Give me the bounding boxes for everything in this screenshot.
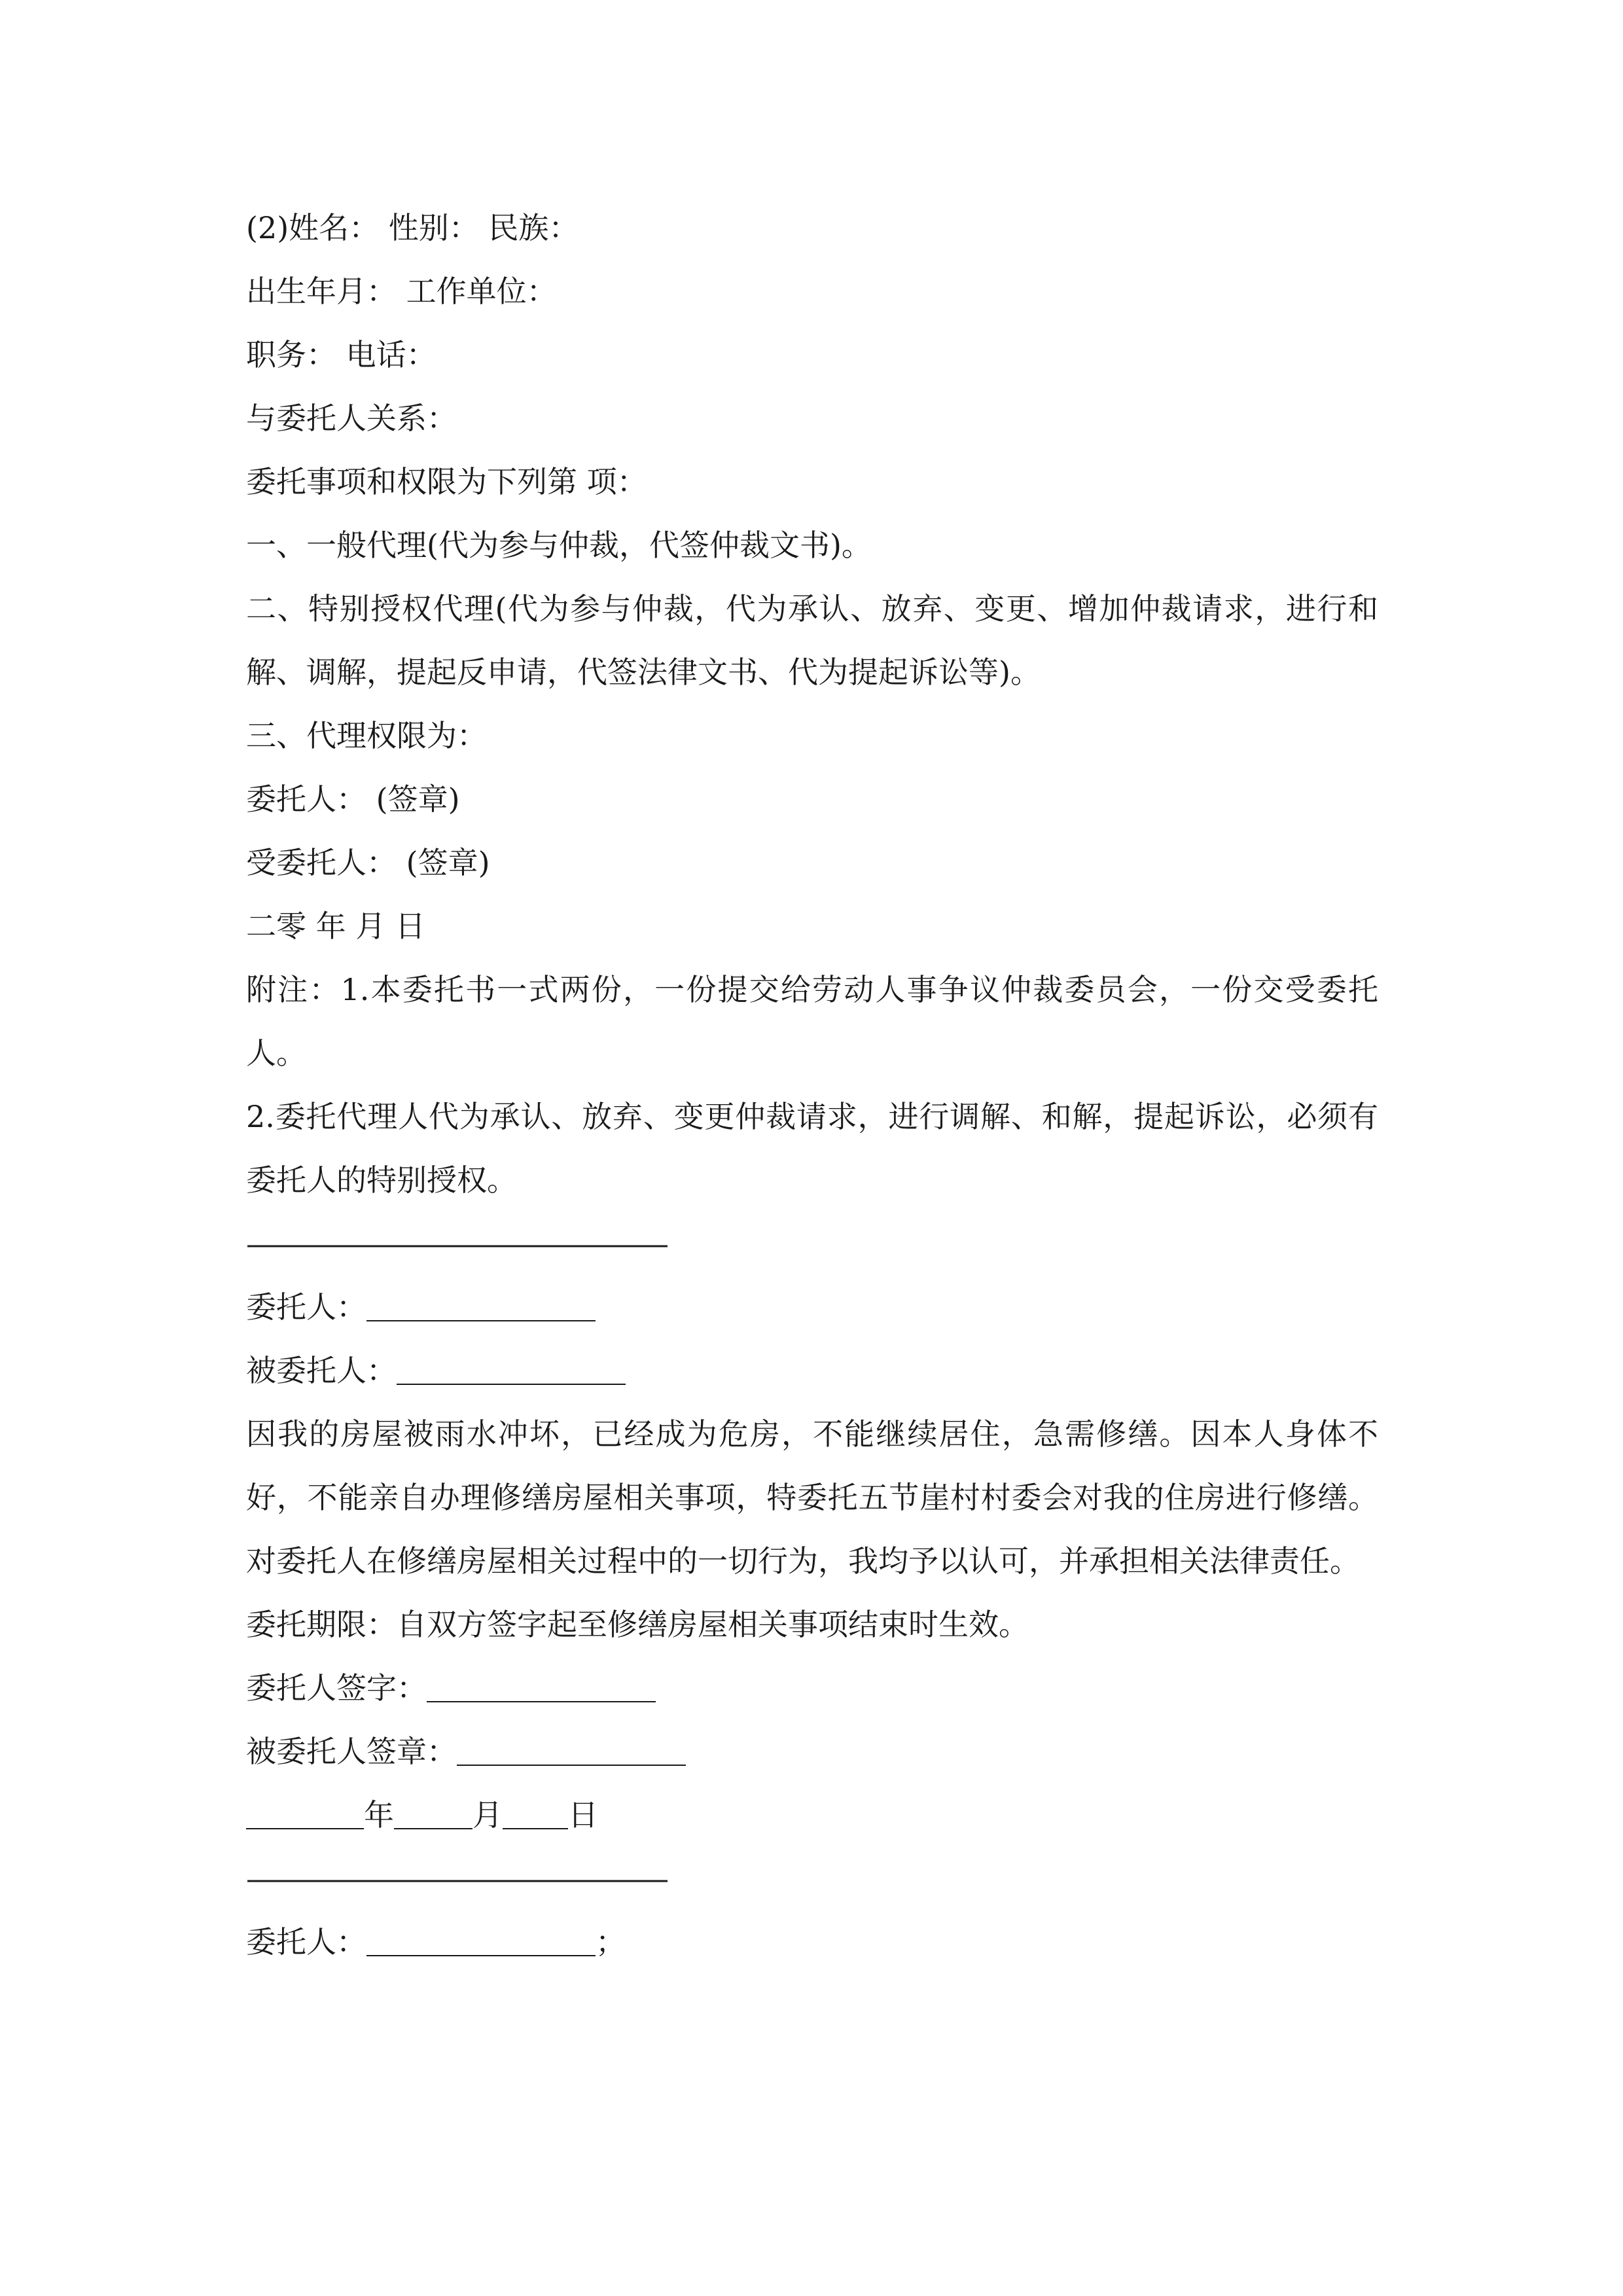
form2-principal-label: 委托人： bbox=[246, 1289, 366, 1325]
form2-agent-label: 被委托人： bbox=[246, 1353, 397, 1388]
form2-agent-blank[interactable] bbox=[397, 1357, 626, 1385]
form2-principal-row bbox=[246, 1276, 1378, 1339]
scope-item-general: 一、一般代理(代为参与仲裁，代签仲裁文书)。 bbox=[246, 528, 872, 563]
form2-day-blank[interactable] bbox=[503, 1802, 568, 1829]
note-1: 附注：1.本委托书一式两份，一份提交给劳动人事争议仲裁委员会，一份交受委托人。 bbox=[246, 972, 1378, 1071]
form2-principal-sign-row bbox=[246, 1657, 1378, 1720]
form2-agent-seal-blank[interactable] bbox=[457, 1738, 686, 1766]
form3-principal-blank[interactable] bbox=[366, 1929, 596, 1956]
form2-body: 因我的房屋被雨水冲坏，已经成为危房，不能继续居住，急需修缮。因本人身体不好，不能亲自办理修缮房屋相关事项，特委托五节崖村村委会对我的住房进行修缮。对委托人在修缮房屋相关过程中的一切行为，我均予以认可，并承担相关法律责任。 bbox=[246, 1416, 1378, 1579]
form2-agent-seal-row bbox=[246, 1720, 1378, 1784]
form2-month-label: 月 bbox=[473, 1797, 503, 1833]
scope-item-limits: 三、代理权限为： bbox=[246, 718, 487, 753]
form2-period: 委托期限：自双方签字起至修缮房屋相关事项结束时生效。 bbox=[246, 1607, 1029, 1642]
form2-day-label: 日 bbox=[568, 1797, 598, 1833]
form2-date-row bbox=[246, 1784, 1378, 1847]
form3-principal-label: 委托人： bbox=[246, 1924, 366, 1960]
form2-month-blank[interactable] bbox=[394, 1802, 473, 1829]
principal-signature-line: 委托人： (签章) bbox=[246, 781, 460, 817]
form2-principal-blank[interactable] bbox=[366, 1294, 596, 1321]
form2-year-blank[interactable] bbox=[246, 1802, 364, 1829]
agent-signature-line: 受委托人： (签章) bbox=[246, 845, 490, 880]
form3-principal-row bbox=[246, 1910, 1378, 1974]
note-2: 2.委托代理人代为承认、放弃、变更仲裁请求，进行调解、和解，提起诉讼，必须有委托人的特别授权。 bbox=[246, 1099, 1378, 1198]
agent-relationship: 与委托人关系： bbox=[246, 401, 457, 436]
document-body bbox=[246, 196, 1378, 1974]
form2-principal-sign-label: 委托人签字： bbox=[246, 1670, 427, 1706]
separator-2: ———————————————— bbox=[246, 1861, 665, 1896]
agent-position-phone: 职务： 电话： bbox=[246, 337, 437, 372]
separator: ———————————————— bbox=[246, 1226, 665, 1261]
agent-birth-employer: 出生年月： 工作单位： bbox=[246, 274, 557, 309]
form2-agent-seal-label: 被委托人签章： bbox=[246, 1734, 457, 1769]
form2-year-label: 年 bbox=[364, 1797, 394, 1833]
scope-title: 委托事项和权限为下列第 项： bbox=[246, 464, 647, 499]
form3-suffix: ； bbox=[596, 1924, 626, 1960]
form2-principal-sign-blank[interactable] bbox=[427, 1675, 656, 1702]
form2-agent-row bbox=[246, 1339, 1378, 1403]
agent-name-gender-ethnicity: (2)姓名： 性别： 民族： bbox=[246, 210, 579, 245]
scope-item-special: 二、特别授权代理(代为参与仲裁，代为承认、放弃、变更、增加仲裁请求，进行和解、调解，提起反申请，代签法律文书、代为提起诉讼等)。 bbox=[246, 591, 1378, 690]
date-line: 二零 年 月 日 bbox=[246, 908, 425, 944]
